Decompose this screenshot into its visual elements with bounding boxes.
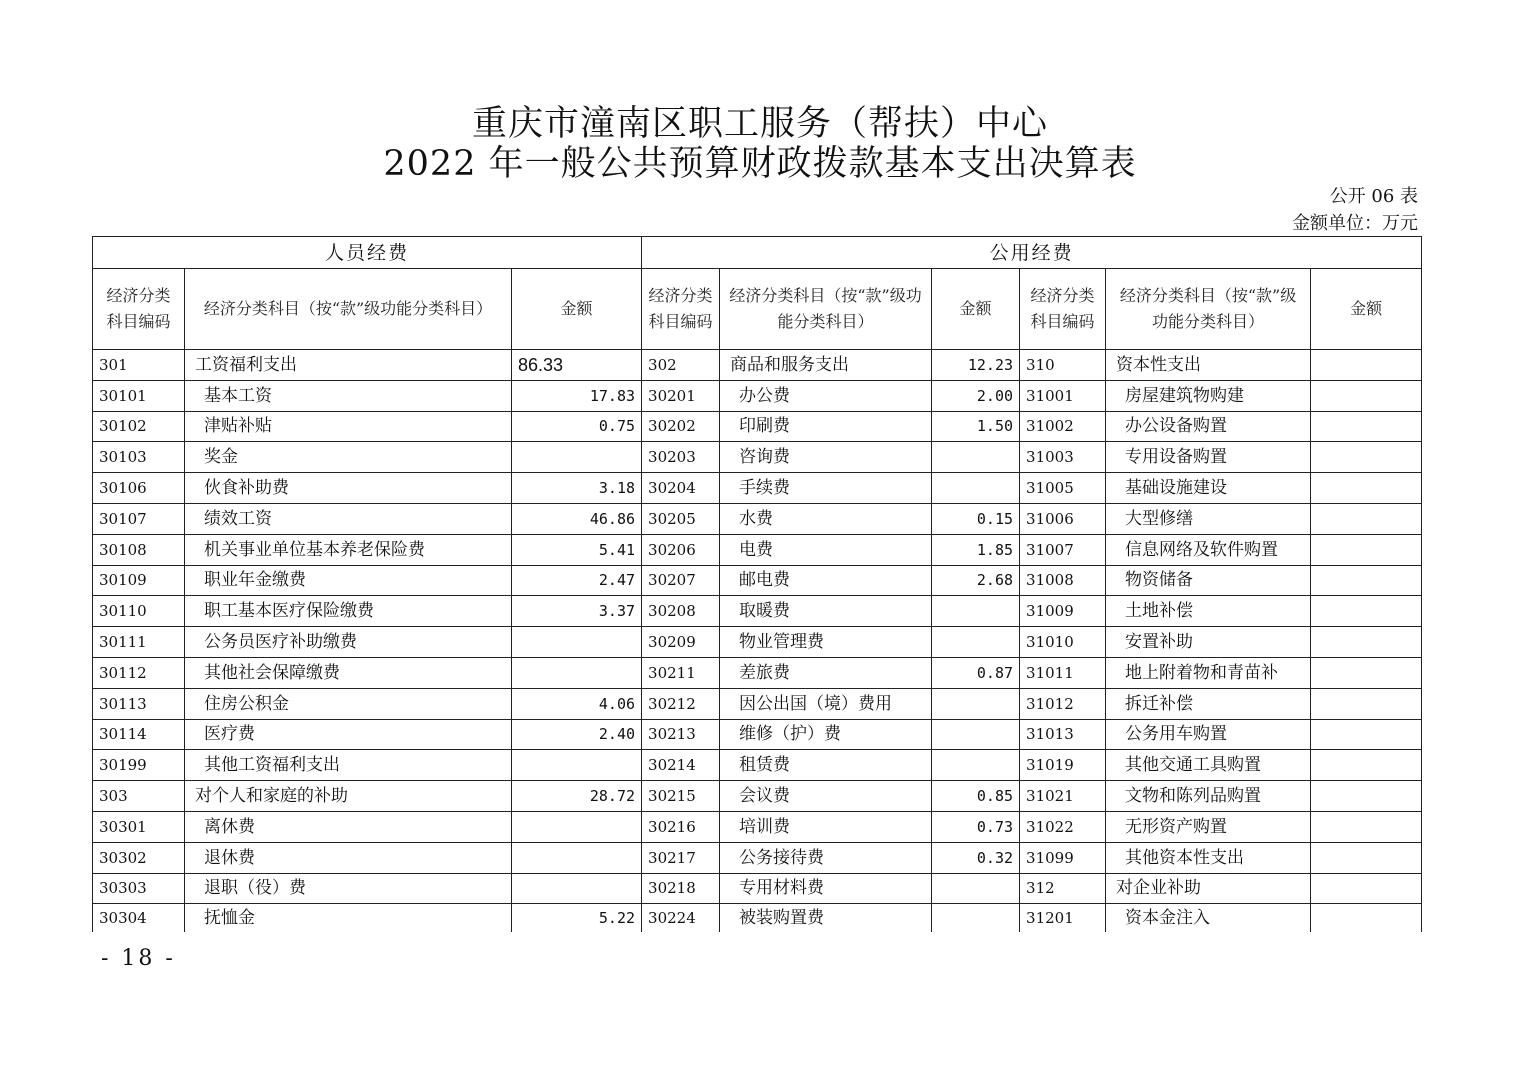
amount-value: 3.18 (512, 473, 642, 504)
account-name: 邮电费 (720, 565, 932, 596)
account-code: 30113 (93, 688, 185, 719)
account-code: 302 (642, 350, 720, 381)
amount-value (1311, 750, 1422, 781)
account-code: 30205 (642, 503, 720, 534)
account-name: 水费 (720, 503, 932, 534)
group-header-row (93, 237, 1422, 269)
account-name: 房屋建筑物购建 (1106, 380, 1311, 411)
account-code: 31002 (1020, 411, 1106, 442)
account-code: 31012 (1020, 688, 1106, 719)
account-name: 绩效工资 (185, 503, 512, 534)
amount-value (1311, 503, 1422, 534)
account-code: 30106 (93, 473, 185, 504)
account-code: 30212 (642, 688, 720, 719)
account-name: 专用设备购置 (1106, 442, 1311, 473)
amount-value (1311, 811, 1422, 842)
account-code: 30304 (93, 904, 185, 933)
account-code: 30199 (93, 750, 185, 781)
amount-value (1311, 904, 1422, 933)
account-name: 对企业补助 (1106, 873, 1311, 904)
account-code: 31022 (1020, 811, 1106, 842)
account-code: 30211 (642, 657, 720, 688)
amount-value (932, 596, 1020, 627)
account-code: 303 (93, 781, 185, 812)
amount-unit: 金额单位：万元 (1292, 213, 1418, 234)
account-name: 大型修缮 (1106, 503, 1311, 534)
account-code: 30111 (93, 627, 185, 658)
account-code: 31009 (1020, 596, 1106, 627)
account-name: 专用材料费 (720, 873, 932, 904)
account-code: 30108 (93, 534, 185, 565)
account-code: 30224 (642, 904, 720, 933)
account-code: 30303 (93, 873, 185, 904)
amount-value: 17.83 (512, 380, 642, 411)
table-number: 公开 06 表 (1329, 186, 1418, 207)
amount-value (932, 719, 1020, 750)
amount-value (932, 873, 1020, 904)
table-row (93, 657, 1422, 688)
amount-value (1311, 719, 1422, 750)
account-name: 基本工资 (185, 380, 512, 411)
table-row (93, 781, 1422, 812)
account-name: 抚恤金 (185, 904, 512, 933)
account-name: 因公出国（境）费用 (720, 688, 932, 719)
header-name-capital: 经济分类科目（按“款”级功能分类科目） (1106, 269, 1311, 350)
account-name: 职工基本医疗保险缴费 (185, 596, 512, 627)
account-name: 资本性支出 (1106, 350, 1311, 381)
amount-value (1311, 565, 1422, 596)
page-subtitle: 2022 年一般公共预算财政拨款基本支出决算表 (383, 144, 1137, 184)
account-name: 公务员医疗补助缴费 (185, 627, 512, 658)
account-name: 维修（护）费 (720, 719, 932, 750)
account-code: 30103 (93, 442, 185, 473)
table-row (93, 565, 1422, 596)
account-code: 30102 (93, 411, 185, 442)
account-name: 租赁费 (720, 750, 932, 781)
account-code: 31021 (1020, 781, 1106, 812)
amount-value (1311, 380, 1422, 411)
account-code: 31006 (1020, 503, 1106, 534)
account-code: 30112 (93, 657, 185, 688)
account-code: 31201 (1020, 904, 1106, 933)
table-row (93, 380, 1422, 411)
account-name: 机关事业单位基本养老保险费 (185, 534, 512, 565)
header-amount-capital: 金额 (1311, 269, 1422, 350)
account-code: 30302 (93, 842, 185, 873)
page-title: 重庆市潼南区职工服务（帮扶）中心 (471, 104, 1048, 144)
account-code: 30109 (93, 565, 185, 596)
amount-value (1311, 473, 1422, 504)
header-name-personnel: 经济分类科目（按“款”级功能分类科目） (185, 269, 512, 350)
account-name: 取暖费 (720, 596, 932, 627)
account-code: 30208 (642, 596, 720, 627)
account-name: 咨询费 (720, 442, 932, 473)
account-code: 31005 (1020, 473, 1106, 504)
amount-value: 2.00 (932, 380, 1020, 411)
amount-value (512, 657, 642, 688)
table-row (93, 503, 1422, 534)
amount-value: 0.85 (932, 781, 1020, 812)
amount-value (932, 473, 1020, 504)
account-name: 其他社会保障缴费 (185, 657, 512, 688)
account-name: 办公设备购置 (1106, 411, 1311, 442)
amount-value (1311, 657, 1422, 688)
account-name: 拆迁补偿 (1106, 688, 1311, 719)
account-code: 30301 (93, 811, 185, 842)
amount-value (512, 627, 642, 658)
account-code: 30201 (642, 380, 720, 411)
account-name: 奖金 (185, 442, 512, 473)
account-name: 住房公积金 (185, 688, 512, 719)
table-row (93, 350, 1422, 381)
amount-value: 28.72 (512, 781, 642, 812)
account-code: 30203 (642, 442, 720, 473)
amount-value (512, 811, 642, 842)
account-code: 30213 (642, 719, 720, 750)
amount-value: 0.87 (932, 657, 1020, 688)
account-code: 30107 (93, 503, 185, 534)
account-name: 安置补助 (1106, 627, 1311, 658)
amount-value (1311, 781, 1422, 812)
account-code: 30207 (642, 565, 720, 596)
amount-value: 46.86 (512, 503, 642, 534)
header-code-personnel: 经济分类科目编码 (93, 269, 185, 350)
amount-value (1311, 596, 1422, 627)
account-code: 30114 (93, 719, 185, 750)
amount-value: 5.22 (512, 904, 642, 933)
expenditure-table (92, 236, 1422, 932)
account-name: 被装购置费 (720, 904, 932, 933)
account-code: 30218 (642, 873, 720, 904)
amount-value: 1.85 (932, 534, 1020, 565)
account-name: 物资储备 (1106, 565, 1311, 596)
account-name: 土地补偿 (1106, 596, 1311, 627)
account-code: 30101 (93, 380, 185, 411)
account-code: 31013 (1020, 719, 1106, 750)
account-code: 312 (1020, 873, 1106, 904)
amount-value (1311, 534, 1422, 565)
header-code-capital: 经济分类科目编码 (1020, 269, 1106, 350)
amount-value: 0.15 (932, 503, 1020, 534)
account-name: 医疗费 (185, 719, 512, 750)
amount-value: 12.23 (932, 350, 1020, 381)
table-row (93, 627, 1422, 658)
account-name: 公务用车购置 (1106, 719, 1311, 750)
account-code: 30110 (93, 596, 185, 627)
amount-value: 0.75 (512, 411, 642, 442)
amount-value (932, 750, 1020, 781)
account-code: 31011 (1020, 657, 1106, 688)
header-code-public: 经济分类科目编码 (642, 269, 720, 350)
page-number: - 18 - (101, 946, 176, 971)
header-amount-public: 金额 (932, 269, 1020, 350)
account-name: 物业管理费 (720, 627, 932, 658)
account-name: 无形资产购置 (1106, 811, 1311, 842)
amount-value (1311, 411, 1422, 442)
amount-value (512, 873, 642, 904)
account-code: 31007 (1020, 534, 1106, 565)
amount-value: 2.40 (512, 719, 642, 750)
account-code: 30217 (642, 842, 720, 873)
account-name: 培训费 (720, 811, 932, 842)
account-code: 31099 (1020, 842, 1106, 873)
table-row (93, 873, 1422, 904)
account-code: 30216 (642, 811, 720, 842)
table-row (93, 688, 1422, 719)
account-code: 31010 (1020, 627, 1106, 658)
amount-value (1311, 350, 1422, 381)
account-name: 伙食补助费 (185, 473, 512, 504)
amount-value (512, 842, 642, 873)
amount-value (1311, 842, 1422, 873)
account-code: 31008 (1020, 565, 1106, 596)
amount-value: 1.50 (932, 411, 1020, 442)
amount-value: 0.73 (932, 811, 1020, 842)
account-name: 退休费 (185, 842, 512, 873)
table-row (93, 473, 1422, 504)
amount-value: 5.41 (512, 534, 642, 565)
amount-value: 2.47 (512, 565, 642, 596)
account-name: 商品和服务支出 (720, 350, 932, 381)
column-header-row (93, 269, 1422, 350)
table-row (93, 904, 1422, 933)
header-amount-personnel: 金额 (512, 269, 642, 350)
table-row (93, 750, 1422, 781)
account-code: 30215 (642, 781, 720, 812)
account-name: 职业年金缴费 (185, 565, 512, 596)
account-name: 津贴补贴 (185, 411, 512, 442)
amount-value (1311, 873, 1422, 904)
header-name-public: 经济分类科目（按“款”级功能分类科目） (720, 269, 932, 350)
table-row (93, 411, 1422, 442)
account-code: 30202 (642, 411, 720, 442)
amount-value: 3.37 (512, 596, 642, 627)
account-code: 31019 (1020, 750, 1106, 781)
account-name: 工资福利支出 (185, 350, 512, 381)
account-name: 信息网络及软件购置 (1106, 534, 1311, 565)
amount-value: 86.33 (512, 350, 642, 381)
account-code: 30206 (642, 534, 720, 565)
table-row (93, 842, 1422, 873)
amount-value (1311, 442, 1422, 473)
amount-value (932, 627, 1020, 658)
account-code: 30214 (642, 750, 720, 781)
amount-value (932, 688, 1020, 719)
account-name: 离休费 (185, 811, 512, 842)
table-row (93, 442, 1422, 473)
amount-value: 4.06 (512, 688, 642, 719)
account-code: 31001 (1020, 380, 1106, 411)
account-name: 电费 (720, 534, 932, 565)
amount-value (932, 904, 1020, 933)
amount-value (512, 442, 642, 473)
amount-value: 0.32 (932, 842, 1020, 873)
account-code: 30204 (642, 473, 720, 504)
table-row (93, 719, 1422, 750)
table-row (93, 596, 1422, 627)
table-row (93, 811, 1422, 842)
account-code: 30209 (642, 627, 720, 658)
account-name: 差旅费 (720, 657, 932, 688)
amount-value (932, 442, 1020, 473)
group-personnel: 人员经费 (93, 237, 642, 269)
account-name: 手续费 (720, 473, 932, 504)
account-name: 资本金注入 (1106, 904, 1311, 933)
account-name: 公务接待费 (720, 842, 932, 873)
amount-value (512, 750, 642, 781)
account-code: 31003 (1020, 442, 1106, 473)
amount-value (1311, 627, 1422, 658)
account-name: 文物和陈列品购置 (1106, 781, 1311, 812)
account-name: 会议费 (720, 781, 932, 812)
account-name: 其他工资福利支出 (185, 750, 512, 781)
table-row (93, 534, 1422, 565)
amount-value: 2.68 (932, 565, 1020, 596)
amount-value (1311, 688, 1422, 719)
account-name: 办公费 (720, 380, 932, 411)
account-name: 其他交通工具购置 (1106, 750, 1311, 781)
account-name: 其他资本性支出 (1106, 842, 1311, 873)
account-code: 301 (93, 350, 185, 381)
account-name: 印刷费 (720, 411, 932, 442)
account-code: 310 (1020, 350, 1106, 381)
account-name: 地上附着物和青苗补 (1106, 657, 1311, 688)
account-name: 对个人和家庭的补助 (185, 781, 512, 812)
group-public: 公用经费 (642, 237, 1422, 269)
account-name: 退职（役）费 (185, 873, 512, 904)
account-name: 基础设施建设 (1106, 473, 1311, 504)
